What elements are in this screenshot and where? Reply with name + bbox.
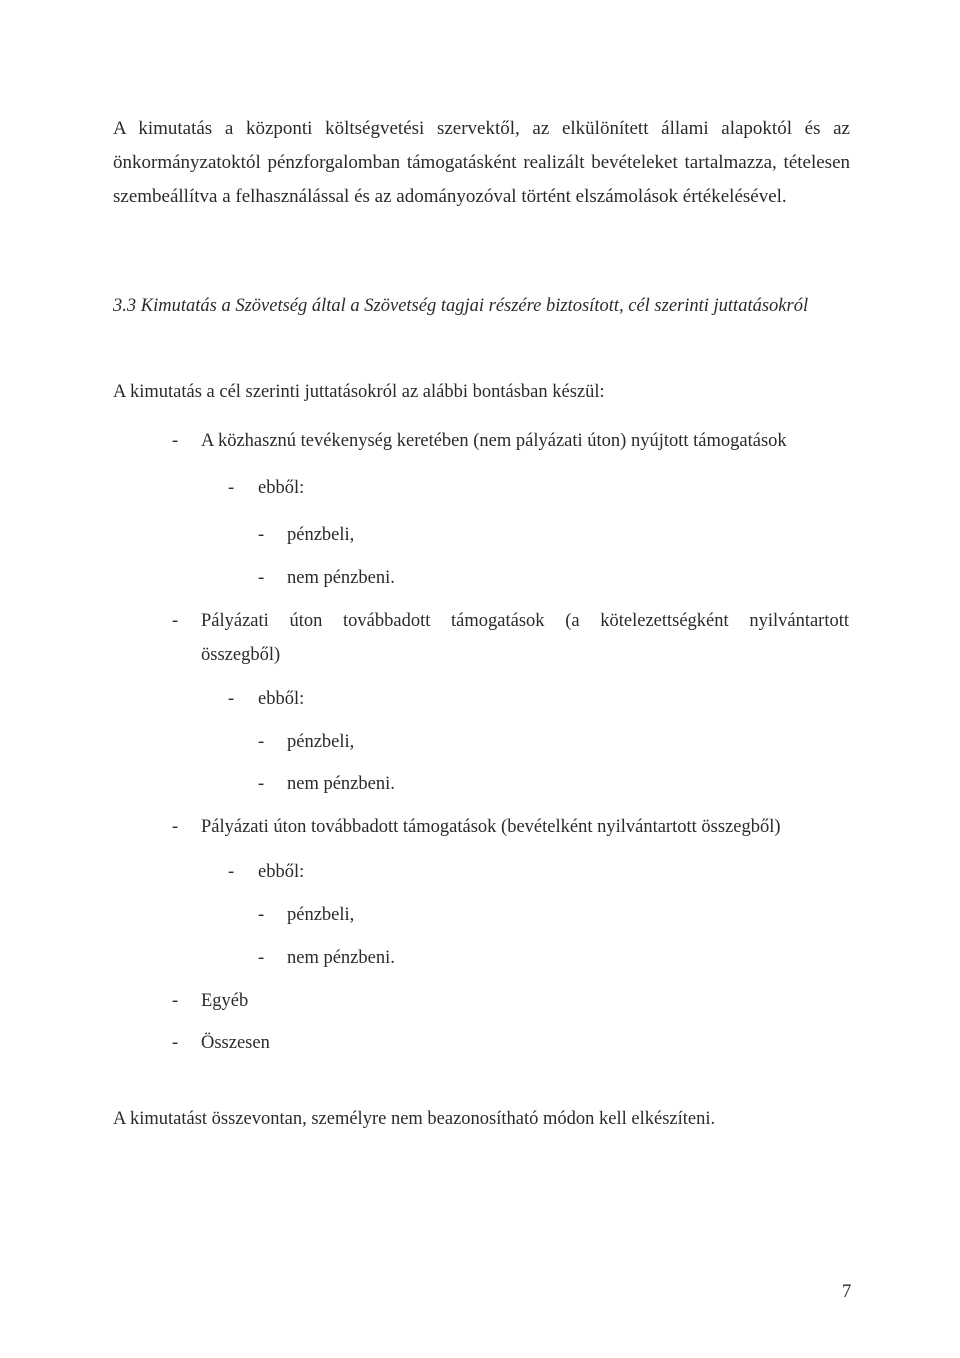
sub-item: pénzbeli, — [287, 525, 355, 545]
list-item-label: Összesen — [201, 1033, 270, 1053]
dash-bullet: - — [228, 689, 235, 709]
list-item-label: Pályázati úton továbbadott támogatások (bevételként nyilvántartott összegből) — [201, 817, 781, 837]
sub-label: ebből: — [258, 862, 305, 882]
sub-item: nem pénzbeni. — [287, 568, 395, 588]
sub-label: ebből: — [258, 689, 305, 709]
sub-item: nem pénzbeni. — [287, 774, 395, 794]
dash-bullet: - — [258, 568, 265, 588]
intro-paragraph: A kimutatás a központi költségvetési szervektől, az elkülönített állami alapoktól és az önkormányzatoktól pénzforgalomban támogatásként realizált bevételeket tartalmazza, tételesen szembeállítva a felhasználással és az adományozóval történt elszámolások értékelésével. — [113, 118, 850, 207]
closing-sentence: A kimutatást összevontan, személyre nem beazonosítható módon kell elkészíteni. — [113, 1109, 716, 1129]
dash-bullet: - — [258, 905, 265, 925]
dash-bullet: - — [228, 862, 235, 882]
sub-item: nem pénzbeni. — [287, 948, 395, 968]
list-item-label: Egyéb — [201, 991, 249, 1011]
sub-label: ebből: — [258, 478, 305, 498]
dash-bullet: - — [172, 991, 179, 1011]
dash-bullet: - — [228, 478, 235, 498]
dash-bullet: - — [172, 611, 179, 631]
dash-bullet: - — [172, 1033, 179, 1053]
sub-item: pénzbeli, — [287, 732, 355, 752]
dash-bullet: - — [258, 525, 265, 545]
section-heading: 3.3 Kimutatás a Szövetség által a Szövetség tagjai részére biztosított, cél szerinti juttatásokról — [113, 296, 809, 316]
dash-bullet: - — [258, 732, 265, 752]
dash-bullet: - — [258, 948, 265, 968]
dash-bullet: - — [172, 431, 179, 451]
dash-bullet: - — [258, 774, 265, 794]
list-item-label-line-2: összegből) — [201, 645, 281, 665]
list-item-label: A közhasznú tevékenység keretében (nem pályázati úton) nyújtott támogatások — [201, 431, 787, 451]
dash-bullet: - — [172, 817, 179, 837]
lead-sentence: A kimutatás a cél szerinti juttatásokról az alábbi bontásban készül: — [113, 382, 605, 402]
page-number: 7 — [842, 1282, 852, 1302]
sub-item: pénzbeli, — [287, 905, 355, 925]
list-item-label-line-1: Pályázati úton továbbadott támogatások (a kötelezettségként nyilvántartott — [201, 611, 849, 631]
